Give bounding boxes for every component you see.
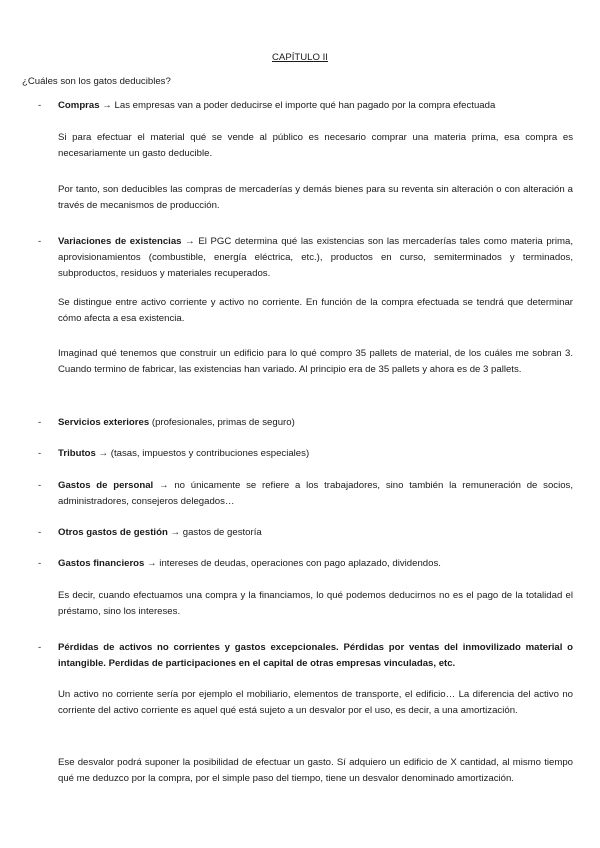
item-term: Pérdidas de activos no corrientes y gastos excepcionales. Pérdidas por ventas del inmovilizado material o intangible. Perdidas de participaciones en el capital de otras empresas vinculadas, etc. [58, 642, 573, 669]
list-dash: - [38, 236, 42, 247]
arrow-icon: → [159, 480, 169, 491]
list-dash: - [38, 527, 42, 538]
paragraph: Ese desvalor podrá suponer la posibilidad de efectuar un gasto. Sí adquiero un edificio de X cantidad, al mismo tiempo qué me deduzco por la compra, por el simple paso del tiempo, tiene un desvalor denominado amortización. [58, 757, 573, 784]
arrow-icon: → [102, 100, 112, 111]
list-dash: - [38, 100, 42, 111]
paragraph: Si para efectuar el material qué se vende al público es necesario comprar una materia prima, esa compra es necesariamente un gasto deducible. [58, 132, 573, 159]
item-text: gastos de gestoría [180, 527, 262, 538]
item-text: Las empresas van a poder deducirse el importe qué han pagado por la compra efectuada [111, 100, 496, 111]
item-term: Servicios exteriores [58, 417, 150, 428]
list-dash: - [38, 448, 42, 459]
list-dash: - [38, 558, 42, 569]
list-dash: - [38, 480, 42, 491]
item-term: Gastos financieros [58, 558, 145, 569]
chapter-title: CAPÍTULO II [272, 52, 328, 63]
item-term: Compras [58, 100, 100, 111]
item-text: El PGC determina qué las existencias son las mercaderías tales como materia prima, aprovisionamientos (combustible, energía eléctrica, etc.), productos en curso, semiterminados y terminados, subproductos, residuos y materiales recuperados. [58, 236, 573, 279]
arrow-icon: → [170, 527, 181, 538]
item-text: intereses de deudas, operaciones con pago aplazado, dividendos. [156, 558, 441, 569]
paragraph: Por tanto, son deducibles las compras de mercaderías y demás bienes para su reventa sin alteración o con alteración a través de mecanismos de producción. [58, 184, 573, 211]
item-term: Variaciones de existencias [58, 236, 182, 247]
arrow-icon: → [147, 558, 157, 569]
question-heading: ¿Cuáles son los gatos deducibles? [22, 76, 171, 87]
paragraph: Un activo no corriente sería por ejemplo el mobiliario, elementos de transporte, el edificio… La diferencia del activo no corriente del activo corriente es aquel qué está sujeto a un desvalor por el uso, es decir, a una amortización. [58, 689, 573, 716]
paragraph: Se distingue entre activo corriente y activo no corriente. En función de la compra efectuada se tendrá que determinar cómo afecta a esa existencia. [58, 297, 573, 324]
paragraph: Es decir, cuando efectuamos una compra y la financiamos, lo qué podemos deducirnos no es el pago de la totalidad el préstamo, sino los intereses. [58, 590, 573, 617]
paragraph: Imaginad qué tenemos que construir un edificio para lo qué compro 35 pallets de material, de los cuáles me sobran 3. Cuando termino de fabricar, las existencias han variado. Al principio era de 35 pallets y ahora es de 3 pallets. [58, 348, 573, 375]
item-term: Otros gastos de gestión [58, 527, 168, 538]
arrow-icon: → [185, 236, 195, 247]
item-term: Tributos [58, 448, 96, 459]
list-dash: - [38, 642, 42, 653]
list-dash: - [38, 417, 42, 428]
item-term: Gastos de personal [58, 480, 154, 491]
arrow-icon: → [98, 448, 109, 459]
item-text: (tasas, impuestos y contribuciones especiales) [108, 448, 310, 459]
item-text: no únicamente se refiere a los trabajadores, sino también la remuneración de socios, administradores, consejeros delegados… [58, 480, 574, 507]
item-text: (profesionales, primas de seguro) [149, 417, 295, 428]
